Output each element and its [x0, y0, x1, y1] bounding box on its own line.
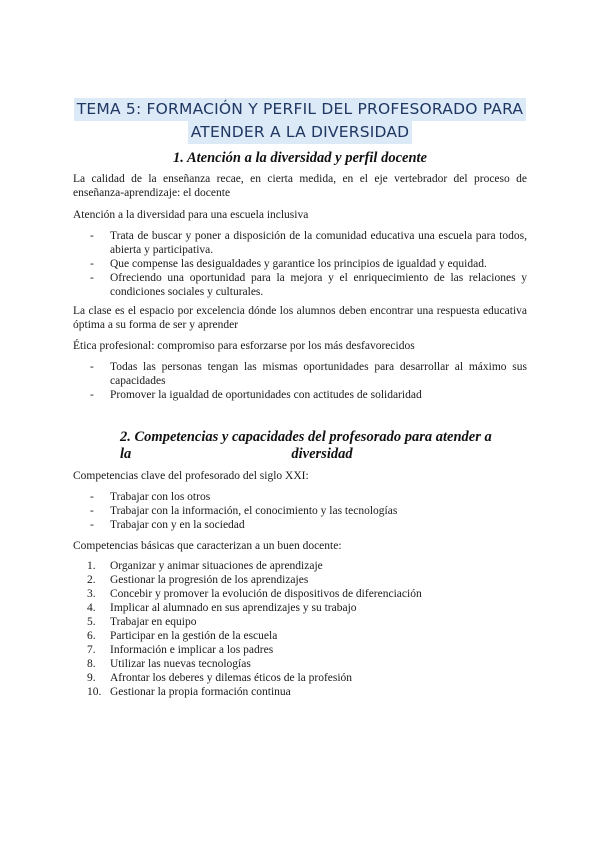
list-item: - Trabajar con y en la sociedad: [90, 519, 245, 531]
section-1-heading: 1. Atención a la diversidad y perfil docente: [173, 150, 427, 166]
list-item: 6. Participar en la gestión de la escuela: [87, 630, 278, 642]
list-item: 2. Gestionar la progresión de los aprendizajes: [87, 574, 309, 586]
list-item: 10. Gestionar la propia formación continua: [87, 686, 291, 698]
ethics-list: [73, 360, 527, 402]
list-item: 9. Afrontar los deberes y dilemas éticos de la profesión: [87, 672, 353, 684]
list-item: 1. Organizar y animar situaciones de aprendizaje: [87, 560, 323, 572]
key-competencies-list: [73, 490, 527, 532]
basic-competencies-list: [73, 559, 527, 699]
basic-competencies-label: Competencias básicas que caracterizan a un buen docente:: [73, 540, 342, 552]
list-item: 8. Utilizar las nuevas tecnologías: [87, 658, 251, 670]
list-item: 5. Trabajar en equipo: [87, 616, 197, 628]
document-title: [0, 98, 600, 144]
section-1-intro: La calidad de la enseñanza recae, en cierta medida, en el eje vertebrador del proceso de enseñanza-aprendizaje: el docente: [73, 173, 527, 199]
list-item: - Trata de buscar y poner a disposición de la comunidad educativa una escuela para todos, abierta y participativa.: [90, 230, 527, 256]
section-2-heading-line-2: diversidad: [291, 446, 353, 462]
list-item: - Trabajar con la información, el conocimiento y las tecnologías: [90, 505, 398, 517]
title-line-1: TEMA 5: FORMACIÓN Y PERFIL DEL PROFESORADO PARA: [74, 98, 527, 121]
list-item: - Ofreciendo una oportunidad para la mejora y el enriquecimiento de las relaciones y condiciones sociales y culturales.: [90, 272, 527, 298]
section-2-heading: 2. Competencias y capacidades del profesorado para atender a la: [120, 429, 492, 462]
ethics-label: Ética profesional: compromiso para esforzarse por los más desfavorecidos: [73, 340, 415, 352]
list-item: 4. Implicar al alumnado en sus aprendizajes y su trabajo: [87, 602, 357, 614]
attention-list: [73, 229, 527, 299]
list-item: - Trabajar con los otros: [90, 491, 211, 503]
list-item: 3. Concebir y promover la evolución de dispositivos de diferenciación: [87, 588, 422, 600]
list-item: - Que compense las desigualdades y garantice los principios de igualdad y equidad.: [90, 258, 487, 270]
list-item: - Todas las personas tengan las mismas oportunidades para desarrollar al máximo sus capacidades: [90, 361, 527, 387]
attention-label: Atención a la diversidad para una escuela inclusiva: [73, 209, 309, 221]
list-item: 7. Información e implicar a los padres: [87, 644, 274, 656]
classroom-text: La clase es el espacio por excelencia dónde los alumnos deben encontrar una respuesta educativa óptima a su forma de ser y aprender: [73, 305, 527, 331]
key-competencies-label: Competencias clave del profesorado del siglo XXI:: [73, 470, 309, 482]
title-line-2: ATENDER A LA DIVERSIDAD: [188, 121, 413, 144]
list-item: - Promover la igualdad de oportunidades con actitudes de solidaridad: [90, 389, 422, 401]
